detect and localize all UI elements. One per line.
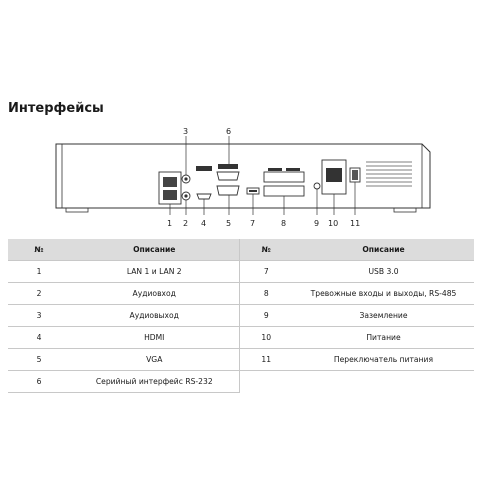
callout-11: 11 xyxy=(350,219,361,228)
power-inlet xyxy=(322,160,346,194)
row-number: 2 xyxy=(8,283,70,305)
row-description: USB 3.0 xyxy=(293,261,474,283)
row-description: VGA xyxy=(70,349,239,371)
usb-port xyxy=(247,188,259,194)
row-description: Заземление xyxy=(293,305,474,327)
rs232-port xyxy=(217,164,239,180)
row-description: Серийный интерфейс RS-232 xyxy=(70,371,239,393)
row-description: Аудиовыход xyxy=(70,305,239,327)
row-number: 3 xyxy=(8,305,70,327)
table-row xyxy=(8,261,474,283)
page-title: Интерфейсы xyxy=(8,101,104,116)
header-desc-left: Описание xyxy=(70,239,239,261)
row-number: 1 xyxy=(8,261,70,283)
table-row xyxy=(8,283,474,305)
lan-ports xyxy=(159,172,181,204)
device-body xyxy=(56,144,430,208)
row-number: 8 xyxy=(239,283,293,305)
row-number: 9 xyxy=(239,305,293,327)
row-description xyxy=(293,371,474,393)
callout-7: 7 xyxy=(250,219,256,228)
row-description: Аудиовход xyxy=(70,283,239,305)
callout-6: 6 xyxy=(226,127,232,136)
callout-10: 10 xyxy=(328,219,339,228)
foot-left xyxy=(66,208,88,212)
foot-right xyxy=(394,208,416,212)
callout-3: 3 xyxy=(183,127,189,136)
audio-jacks xyxy=(182,175,190,200)
callout-2: 2 xyxy=(183,219,189,228)
row-number: 4 xyxy=(8,327,70,349)
interfaces-table xyxy=(8,239,474,393)
row-description: Питание xyxy=(293,327,474,349)
row-number: 11 xyxy=(239,349,293,371)
callout-1: 1 xyxy=(167,219,173,228)
vent-grille xyxy=(366,162,412,186)
rear-panel-figure xyxy=(0,120,480,235)
alarm-terminals xyxy=(264,168,304,196)
row-number xyxy=(239,371,293,393)
ground-terminal xyxy=(314,183,320,189)
power-switch xyxy=(350,168,360,182)
table-row xyxy=(8,327,474,349)
row-description: LAN 1 и LAN 2 xyxy=(70,261,239,283)
table-row xyxy=(8,305,474,327)
callout-5: 5 xyxy=(226,219,232,228)
rear-panel-diagram xyxy=(0,120,480,235)
table-row xyxy=(8,371,474,393)
row-number: 7 xyxy=(239,261,293,283)
row-description: HDMI xyxy=(70,327,239,349)
row-number: 5 xyxy=(8,349,70,371)
header-desc-right: Описание xyxy=(293,239,474,261)
row-description: Тревожные входы и выходы, RS-485 xyxy=(293,283,474,305)
callout-9: 9 xyxy=(314,219,320,228)
row-number: 10 xyxy=(239,327,293,349)
row-description: Переключатель питания xyxy=(293,349,474,371)
table-header-row xyxy=(8,239,474,261)
header-num-left: № xyxy=(8,239,70,261)
hdmi-port xyxy=(196,166,212,199)
header-num-right: № xyxy=(239,239,293,261)
callout-8: 8 xyxy=(281,219,287,228)
row-number: 6 xyxy=(8,371,70,393)
callout-4: 4 xyxy=(201,219,207,228)
table-row xyxy=(8,349,474,371)
vga-port xyxy=(217,186,239,195)
